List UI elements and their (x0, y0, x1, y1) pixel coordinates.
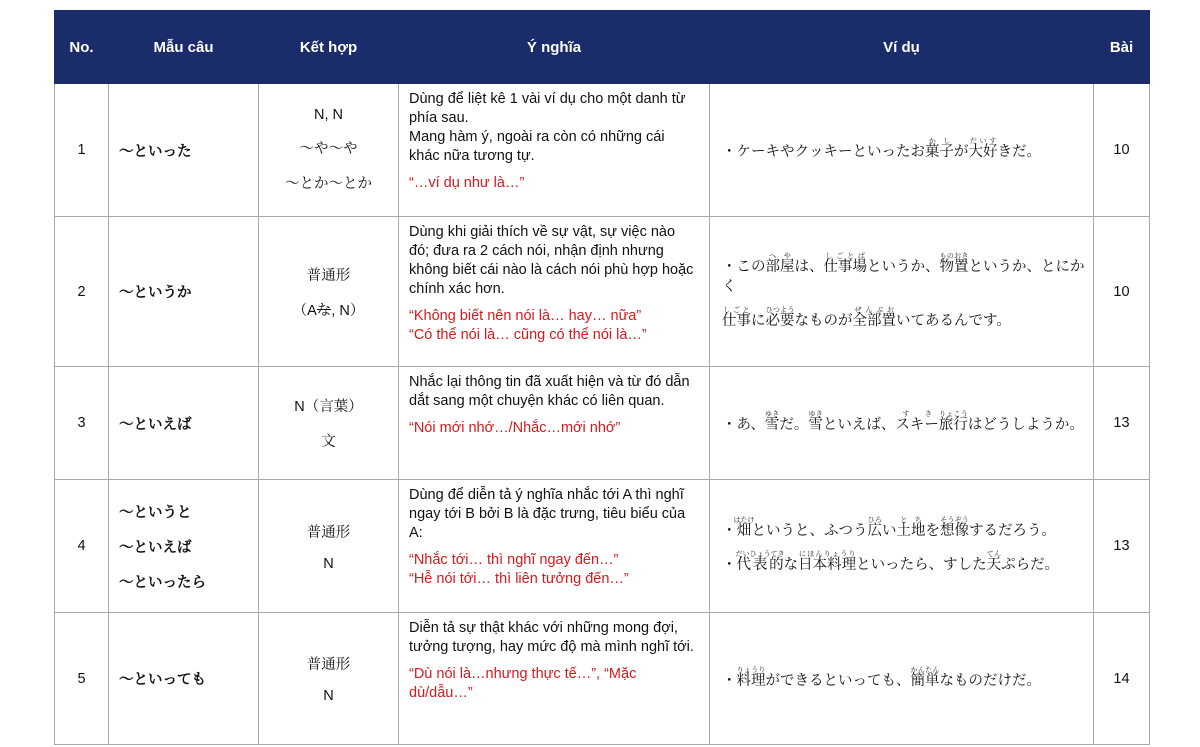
furigana-word (895, 411, 939, 433)
text: だ。 (779, 417, 809, 433)
meaning-translation (409, 665, 699, 703)
furigana-word (733, 517, 755, 539)
example-cell (710, 84, 1094, 217)
meaning-cell (399, 613, 710, 745)
furigana-word (896, 517, 926, 539)
row-number: 1 (55, 84, 109, 217)
text: きだ。 (997, 144, 1041, 160)
combination-line (260, 521, 397, 542)
grammar-table (54, 10, 1150, 745)
combination: N（言葉） (294, 399, 363, 415)
example-cell (710, 367, 1094, 480)
text: い (882, 523, 897, 539)
furigana-word (764, 411, 780, 433)
example-sentence (722, 667, 1092, 691)
pattern: ～といえば (119, 416, 192, 433)
table-row (55, 613, 1150, 745)
furigana: だいす (968, 138, 998, 145)
text: ・ (722, 672, 737, 689)
pattern-cell (109, 480, 259, 613)
pattern-cell (109, 367, 259, 480)
meaning-translation (409, 174, 699, 193)
combination-line (260, 299, 397, 320)
row-number: 3 (55, 367, 109, 480)
pattern: ～といえば (119, 539, 192, 556)
example-cell (710, 480, 1094, 613)
furigana: りょうり (736, 666, 766, 674)
meaning-text: Diễn tả sự thật khác với những mong đợi, tưởng tượng, hay mức độ mà mình nghĩ tới. (409, 620, 694, 655)
lesson-number: 10 (1094, 217, 1150, 367)
furigana: かんたん (910, 666, 940, 674)
header-example: Ví dụ (710, 11, 1094, 84)
meaning-translation (409, 307, 699, 345)
furigana-word (798, 551, 857, 573)
pattern: ～というか (119, 285, 192, 301)
combination: N (323, 688, 334, 704)
combination-cell (259, 613, 399, 745)
row-number: 5 (55, 613, 109, 745)
row-number: 2 (55, 217, 109, 367)
combination-cell (259, 84, 399, 217)
header-row (55, 11, 1150, 84)
kanji: 簡単 (910, 672, 940, 689)
furigana: かし (925, 138, 954, 145)
furigana: ひつよう (765, 306, 795, 314)
text: なものが (794, 312, 853, 329)
meaning-text: Dùng để liệt kê 1 vài ví dụ cho một danh từ phía sau. Mang hàm ý, ngoài ra còn có những cái khác nữa tương tự. (409, 91, 686, 164)
furigana-word (736, 666, 766, 689)
furigana-word (808, 411, 823, 433)
kanji: 部屋 (765, 258, 795, 275)
furigana-word (735, 551, 785, 573)
furigana: はたけ (733, 517, 755, 524)
text: なものだけだ。 (939, 672, 1041, 689)
furigana-word (939, 252, 969, 275)
lesson-number: 13 (1094, 480, 1150, 613)
text: に (751, 312, 766, 329)
example-sentence (722, 307, 1092, 331)
furigana: りょこう (938, 411, 968, 418)
text: というか、とにかく (722, 258, 1085, 295)
row-number: 4 (55, 480, 109, 613)
header-pattern: Mẫu câu (109, 11, 259, 84)
pattern: ～といったら (119, 574, 206, 591)
kanji: 土地 (896, 523, 926, 539)
combination: 普通形 (306, 657, 351, 673)
text: はどうしようか。 (967, 417, 1084, 433)
table-row (55, 84, 1150, 217)
meaning-translation (409, 551, 699, 589)
combination-line (260, 264, 397, 285)
furigana: ものおき (939, 252, 969, 260)
combination-line (260, 430, 397, 451)
furigana: とち (896, 517, 926, 524)
example-sentence (722, 551, 1092, 575)
kanji: 料理 (736, 672, 766, 689)
combination: 普通形 (306, 524, 351, 541)
text: を (925, 523, 940, 539)
lesson-number: 14 (1094, 613, 1150, 745)
table-row (55, 217, 1150, 367)
example-sentence (722, 411, 1092, 435)
example-cell (710, 613, 1094, 745)
pattern-cell (109, 84, 259, 217)
translation-line: “Nhắc tới… thì nghĩ ngay đến…” (409, 552, 619, 568)
combination: N (323, 555, 334, 572)
meaning-cell (399, 480, 710, 613)
kanji: 雪 (764, 417, 780, 433)
example-sentence (722, 517, 1092, 541)
text: といったら、すした (856, 557, 987, 573)
kanji: 全部置 (852, 312, 896, 329)
translation-line: “Không biết nên nói là… hay… nữa” (409, 308, 642, 324)
kanji: 想像 (940, 523, 969, 539)
furigana: すき (895, 411, 939, 418)
furigana-word (968, 138, 998, 160)
furigana: ゆき (808, 411, 823, 418)
pattern: ～といっても (119, 672, 206, 688)
text: いてあるんです。 (896, 312, 1011, 329)
meaning-text: Dùng khi giải thích về sự vật, sự việc nào đó; đưa ra 2 cách nói, nhận định nhưng không biết cái nào là cách nói phù hợp hoặc chính xác hơn. (409, 224, 694, 297)
translation-line: “Hễ nói tới… thì liên tưởng đến…” (409, 571, 629, 587)
text: ぷらだ。 (1001, 557, 1060, 573)
text: ・ケーキやクッキーといったお (722, 144, 925, 160)
text: といえば、 (822, 417, 896, 433)
translation-line: “Nói mới nhớ…/Nhắc…mới nhớ” (409, 420, 621, 436)
kanji: 物置 (939, 258, 969, 275)
text: ・ (722, 557, 737, 573)
kanji: スキー (895, 417, 939, 433)
furigana-word (940, 517, 969, 539)
furigana-word (986, 551, 1002, 573)
combination-line (260, 107, 397, 123)
combination-line (260, 395, 397, 416)
furigana: ひろ (867, 517, 882, 524)
meaning-translation (409, 419, 699, 438)
lesson-number: 13 (1094, 367, 1150, 480)
table-row (55, 480, 1150, 613)
pattern-cell (109, 217, 259, 367)
furigana: にほんりょうり (798, 551, 857, 558)
furigana: ゆき (764, 411, 780, 418)
kanji: 畑 (733, 523, 755, 539)
furigana-word (910, 666, 940, 689)
meaning-cell (399, 367, 710, 480)
combination: ～や～や (299, 141, 358, 157)
text: ・あ、 (722, 417, 765, 433)
kanji: 代表的 (735, 557, 785, 573)
combination-line (260, 688, 397, 704)
example-sentence (722, 253, 1092, 297)
text: ・ (722, 523, 737, 539)
text: するだろう。 (969, 523, 1056, 539)
text: というか、 (867, 258, 940, 275)
example-cell (710, 217, 1094, 367)
kanji: 旅行 (938, 417, 968, 433)
furigana-word (925, 138, 954, 160)
text: が (954, 144, 969, 160)
combination-cell (259, 217, 399, 367)
pattern: ～といった (119, 143, 192, 160)
header-meaning: Ý nghĩa (399, 11, 710, 84)
furigana: そうぞう (940, 517, 969, 524)
furigana-word (765, 252, 795, 275)
meaning-text: Nhắc lại thông tin đã xuất hiện và từ đó dẫn dắt sang một chuyện khác có liên quan. (409, 374, 690, 409)
meaning-text: Dùng để diễn tả ý nghĩa nhắc tới A thì nghĩ ngay tới B bởi B là đặc trưng, tiêu biểu của A: (409, 487, 686, 541)
kanji: 天 (986, 557, 1002, 573)
kanji: 必要 (765, 312, 795, 329)
header-combination: Kết hợp (259, 11, 399, 84)
translation-line: “…ví dụ như là…” (409, 175, 525, 191)
lesson-number: 10 (1094, 84, 1150, 217)
combination-line (260, 137, 397, 158)
furigana: だいひょうてき (735, 551, 785, 558)
furigana-word (867, 517, 883, 539)
combination-cell (259, 367, 399, 480)
furigana-word (722, 306, 751, 329)
text: というと、ふつう (751, 523, 868, 539)
pattern-cell (109, 613, 259, 745)
combination-line (260, 556, 397, 572)
kanji: 大好 (968, 144, 998, 160)
kanji: 雪 (808, 417, 823, 433)
furigana-word (852, 306, 897, 329)
pattern: ～というと (119, 504, 192, 521)
kanji: 日本料理 (798, 557, 857, 573)
combination: 普通形 (306, 267, 351, 284)
table-row (55, 367, 1150, 480)
combination: ～とか～とか (285, 176, 372, 192)
furigana-word (765, 306, 795, 329)
kanji: 仕事 (722, 312, 751, 329)
text: な (783, 557, 799, 573)
header-no: No. (55, 11, 109, 84)
translation-line: “Dù nói là…nhưng thực tế…”, “Mặc dù/dẫu…” (409, 666, 637, 701)
combination-cell (259, 480, 399, 613)
furigana: へや (765, 252, 795, 260)
kanji: 仕事場 (823, 258, 867, 275)
furigana-word (938, 411, 968, 433)
translation-line: “Có thể nói là… cũng có thể nói là…” (409, 327, 647, 343)
furigana: ぜんぶお (852, 306, 896, 314)
kanji: 広 (867, 523, 882, 539)
furigana: しごと (722, 306, 751, 314)
kanji: 菓子 (925, 144, 954, 160)
text: ・この (722, 258, 766, 275)
meaning-cell (399, 84, 710, 217)
header-lesson: Bài (1094, 11, 1150, 84)
combination: （Aな, N） (293, 299, 365, 320)
text: は、 (794, 258, 824, 275)
text: ができるといっても、 (765, 672, 911, 689)
example-sentence (722, 138, 1092, 162)
combination-line (260, 172, 397, 193)
furigana-word (823, 252, 868, 275)
meaning-cell (399, 217, 710, 367)
combination: 文 (321, 434, 336, 450)
furigana: しごとば (823, 252, 867, 260)
furigana: てん (986, 551, 1002, 558)
combination-line (260, 653, 397, 674)
combination: N, N (314, 107, 343, 123)
